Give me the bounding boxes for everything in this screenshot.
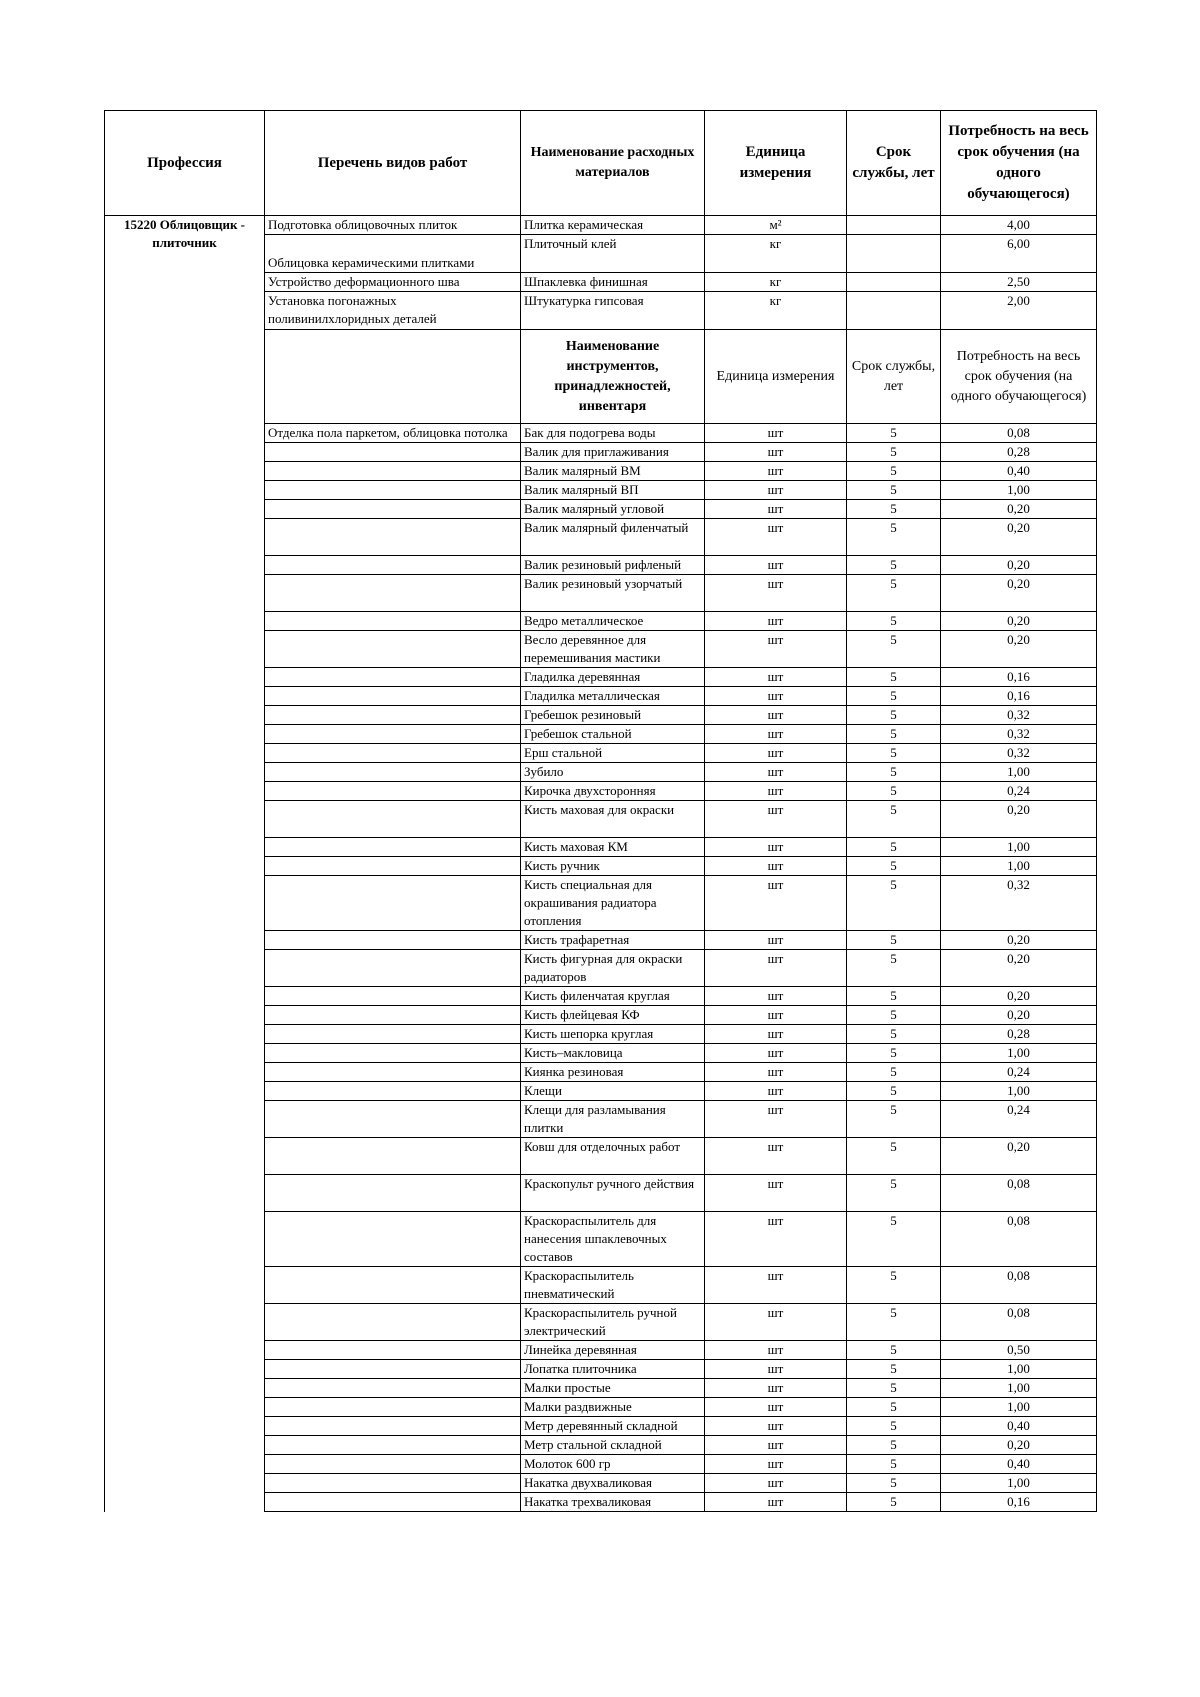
tool-life: 5 <box>847 931 941 950</box>
material-name: Плиточный клей <box>521 235 705 273</box>
tool-name: Клещи <box>521 1082 705 1101</box>
tool-unit: шт <box>705 575 847 612</box>
work-cell <box>265 1044 521 1063</box>
tool-unit: шт <box>705 876 847 931</box>
tool-qty: 0,08 <box>941 1175 1097 1212</box>
work-cell: Облицовка керамическими плитками <box>265 235 521 273</box>
tool-qty: 0,20 <box>941 519 1097 556</box>
tool-qty: 0,24 <box>941 1063 1097 1082</box>
material-name: Шпаклевка финишная <box>521 273 705 292</box>
tool-name: Клещи для разламывания плитки <box>521 1101 705 1138</box>
tool-unit: шт <box>705 1360 847 1379</box>
tool-unit: шт <box>705 1474 847 1493</box>
work-cell <box>265 1082 521 1101</box>
tool-unit: шт <box>705 1417 847 1436</box>
tool-name: Кисть трафаретная <box>521 931 705 950</box>
work-cell <box>265 1455 521 1474</box>
tool-unit: шт <box>705 1436 847 1455</box>
tool-unit: шт <box>705 1138 847 1175</box>
tool-name: Краскораспылитель ручной электрический <box>521 1304 705 1341</box>
tool-qty: 0,20 <box>941 1006 1097 1025</box>
tool-name: Кисть–макловица <box>521 1044 705 1063</box>
tool-unit: шт <box>705 1379 847 1398</box>
tool-unit: шт <box>705 443 847 462</box>
material-qty: 4,00 <box>941 216 1097 235</box>
work-cell <box>265 1063 521 1082</box>
work-cell <box>265 1025 521 1044</box>
tool-name: Кисть маховая КМ <box>521 838 705 857</box>
tool-name: Ковш для отделочных работ <box>521 1138 705 1175</box>
tool-name: Гладилка металлическая <box>521 687 705 706</box>
tool-qty: 0,20 <box>941 1138 1097 1175</box>
tool-unit: шт <box>705 1006 847 1025</box>
tool-qty: 0,20 <box>941 950 1097 987</box>
tool-unit: шт <box>705 1101 847 1138</box>
tool-life: 5 <box>847 519 941 556</box>
work-cell <box>265 443 521 462</box>
work-cell <box>265 612 521 631</box>
tool-life: 5 <box>847 1138 941 1175</box>
tool-life: 5 <box>847 725 941 744</box>
work-cell <box>265 950 521 987</box>
work-cell <box>265 575 521 612</box>
work-cell <box>265 1212 521 1267</box>
material-qty: 2,50 <box>941 273 1097 292</box>
tool-life: 5 <box>847 876 941 931</box>
material-name: Штукатурка гипсовая <box>521 292 705 330</box>
work-cell <box>265 631 521 668</box>
work-cell <box>265 876 521 931</box>
tool-unit: шт <box>705 801 847 838</box>
tool-life: 5 <box>847 1304 941 1341</box>
tool-life: 5 <box>847 838 941 857</box>
material-life <box>847 235 941 273</box>
tool-life: 5 <box>847 857 941 876</box>
tool-life: 5 <box>847 1044 941 1063</box>
tool-life: 5 <box>847 1063 941 1082</box>
tool-name: Валик малярный угловой <box>521 500 705 519</box>
tool-name: Киянка резиновая <box>521 1063 705 1082</box>
work-cell <box>265 801 521 838</box>
tools-header-works-empty <box>265 330 521 424</box>
tool-qty: 0,20 <box>941 631 1097 668</box>
tool-life: 5 <box>847 1379 941 1398</box>
material-life <box>847 216 941 235</box>
tool-life: 5 <box>847 1341 941 1360</box>
tool-unit: шт <box>705 556 847 575</box>
tool-qty: 0,28 <box>941 1025 1097 1044</box>
tool-qty: 0,32 <box>941 706 1097 725</box>
header-profession: Профессия <box>105 111 265 216</box>
tool-name: Валик резиновый узорчатый <box>521 575 705 612</box>
tool-life: 5 <box>847 987 941 1006</box>
tool-life: 5 <box>847 631 941 668</box>
tool-name: Кисть шепорка круглая <box>521 1025 705 1044</box>
tool-unit: шт <box>705 763 847 782</box>
tool-qty: 0,28 <box>941 443 1097 462</box>
tool-qty: 0,32 <box>941 744 1097 763</box>
tool-name: Кисть маховая для окраски <box>521 801 705 838</box>
tool-unit: шт <box>705 687 847 706</box>
material-life <box>847 292 941 330</box>
tool-unit: шт <box>705 744 847 763</box>
tool-unit: шт <box>705 668 847 687</box>
tool-name: Метр деревянный складной <box>521 1417 705 1436</box>
work-cell <box>265 1006 521 1025</box>
tool-name: Кисть филенчатая круглая <box>521 987 705 1006</box>
tool-unit: шт <box>705 725 847 744</box>
tool-unit: шт <box>705 1341 847 1360</box>
tool-qty: 1,00 <box>941 857 1097 876</box>
tool-life: 5 <box>847 687 941 706</box>
tool-life: 5 <box>847 443 941 462</box>
work-cell <box>265 1101 521 1138</box>
tool-life: 5 <box>847 801 941 838</box>
tool-qty: 1,00 <box>941 763 1097 782</box>
work-cell <box>265 1417 521 1436</box>
tool-unit: шт <box>705 631 847 668</box>
tool-qty: 0,20 <box>941 1436 1097 1455</box>
work-cell <box>265 481 521 500</box>
work-cell <box>265 838 521 857</box>
tool-life: 5 <box>847 1360 941 1379</box>
tool-unit: шт <box>705 1304 847 1341</box>
work-cell <box>265 1436 521 1455</box>
tool-name: Гребешок резиновый <box>521 706 705 725</box>
work-cell <box>265 931 521 950</box>
work-cell <box>265 500 521 519</box>
header-materials: Наименование расходных материалов <box>521 111 705 216</box>
tool-name: Весло деревянное для перемешивания мастики <box>521 631 705 668</box>
tool-qty: 0,16 <box>941 687 1097 706</box>
tool-life: 5 <box>847 1436 941 1455</box>
tool-life: 5 <box>847 1417 941 1436</box>
material-unit: кг <box>705 292 847 330</box>
work-cell <box>265 687 521 706</box>
table-header-row <box>105 111 1097 216</box>
tool-qty: 0,08 <box>941 1212 1097 1267</box>
material-name: Плитка керамическая <box>521 216 705 235</box>
material-unit: кг <box>705 235 847 273</box>
tool-name: Кисть ручник <box>521 857 705 876</box>
tool-name: Гладилка деревянная <box>521 668 705 687</box>
tool-qty: 0,20 <box>941 500 1097 519</box>
tools-header-need: Потребность на весь срок обучения (на одного обучающегося) <box>941 330 1097 424</box>
tool-name: Кисть фигурная для окраски радиаторов <box>521 950 705 987</box>
header-works: Перечень видов работ <box>265 111 521 216</box>
work-cell <box>265 1304 521 1341</box>
tool-unit: шт <box>705 1063 847 1082</box>
work-cell <box>265 782 521 801</box>
tool-qty: 1,00 <box>941 1398 1097 1417</box>
header-life: Срок службы, лет <box>847 111 941 216</box>
material-qty: 2,00 <box>941 292 1097 330</box>
tools-header-unit: Единица измерения <box>705 330 847 424</box>
tool-name: Краскопульт ручного действия <box>521 1175 705 1212</box>
tool-name: Валик малярный филенчатый <box>521 519 705 556</box>
tool-name: Кисть специальная для окрашивания радиатора отопления <box>521 876 705 931</box>
tool-name: Зубило <box>521 763 705 782</box>
tool-unit: шт <box>705 519 847 556</box>
tool-life: 5 <box>847 1025 941 1044</box>
tool-name: Линейка деревянная <box>521 1341 705 1360</box>
tool-unit: шт <box>705 1175 847 1212</box>
work-cell <box>265 744 521 763</box>
tool-life: 5 <box>847 1474 941 1493</box>
tool-life: 5 <box>847 424 941 443</box>
work-cell <box>265 987 521 1006</box>
work-cell: Устройство деформационного шва <box>265 273 521 292</box>
work-cell <box>265 1341 521 1360</box>
work-cell <box>265 1360 521 1379</box>
tool-name: Валик малярный ВМ <box>521 462 705 481</box>
material-unit: кг <box>705 273 847 292</box>
tool-unit: шт <box>705 612 847 631</box>
work-cell <box>265 462 521 481</box>
tool-qty: 1,00 <box>941 1044 1097 1063</box>
work-cell <box>265 1474 521 1493</box>
work-cell <box>265 1379 521 1398</box>
tool-life: 5 <box>847 744 941 763</box>
work-cell <box>265 1175 521 1212</box>
tool-name: Лопатка плиточника <box>521 1360 705 1379</box>
tool-qty: 0,50 <box>941 1341 1097 1360</box>
tool-life: 5 <box>847 763 941 782</box>
work-cell <box>265 725 521 744</box>
work-cell: Отделка пола паркетом, облицовка потолка <box>265 424 521 443</box>
tool-life: 5 <box>847 1493 941 1512</box>
tool-name: Валик для приглаживания <box>521 443 705 462</box>
tool-name: Кирочка двухсторонняя <box>521 782 705 801</box>
tool-unit: шт <box>705 1082 847 1101</box>
tool-name: Кисть флейцевая КФ <box>521 1006 705 1025</box>
tools-header-name: Наименование инструментов, принадлежностей, инвентаря <box>521 330 705 424</box>
tool-name: Метр стальной складной <box>521 1436 705 1455</box>
tool-life: 5 <box>847 668 941 687</box>
tool-name: Накатка двухваликовая <box>521 1474 705 1493</box>
tool-qty: 1,00 <box>941 1379 1097 1398</box>
tool-qty: 0,16 <box>941 1493 1097 1512</box>
tool-qty: 0,08 <box>941 1267 1097 1304</box>
profession-cell-continued <box>105 424 265 1512</box>
tool-qty: 1,00 <box>941 481 1097 500</box>
work-cell: Подготовка облицовочных плиток <box>265 216 521 235</box>
requirements-table <box>104 110 1097 1512</box>
material-unit: м² <box>705 216 847 235</box>
work-cell <box>265 668 521 687</box>
tool-life: 5 <box>847 612 941 631</box>
tool-name: Гребешок стальной <box>521 725 705 744</box>
tool-name: Краскораспылитель пневматический <box>521 1267 705 1304</box>
tool-qty: 0,16 <box>941 668 1097 687</box>
tool-qty: 0,20 <box>941 987 1097 1006</box>
tool-unit: шт <box>705 481 847 500</box>
work-cell <box>265 1398 521 1417</box>
work-cell <box>265 1138 521 1175</box>
tool-qty: 0,20 <box>941 556 1097 575</box>
tool-life: 5 <box>847 1175 941 1212</box>
tool-name: Ведро металлическое <box>521 612 705 631</box>
tool-qty: 1,00 <box>941 1082 1097 1101</box>
tool-life: 5 <box>847 1455 941 1474</box>
tool-life: 5 <box>847 1267 941 1304</box>
tool-unit: шт <box>705 931 847 950</box>
tool-unit: шт <box>705 838 847 857</box>
tool-unit: шт <box>705 857 847 876</box>
tool-unit: шт <box>705 462 847 481</box>
tool-qty: 0,40 <box>941 1455 1097 1474</box>
tool-name: Малки простые <box>521 1379 705 1398</box>
tool-qty: 0,20 <box>941 931 1097 950</box>
tool-qty: 0,20 <box>941 801 1097 838</box>
tool-unit: шт <box>705 1025 847 1044</box>
material-qty: 6,00 <box>941 235 1097 273</box>
tool-name: Валик малярный ВП <box>521 481 705 500</box>
tool-qty: 0,20 <box>941 612 1097 631</box>
tool-qty: 0,20 <box>941 575 1097 612</box>
tool-row <box>105 424 1097 443</box>
tool-name: Ерш стальной <box>521 744 705 763</box>
tool-unit: шт <box>705 782 847 801</box>
tool-unit: шт <box>705 1493 847 1512</box>
tool-qty: 1,00 <box>941 838 1097 857</box>
profession-cell: 15220 Облицовщик - плиточник <box>105 216 265 424</box>
work-cell <box>265 519 521 556</box>
tool-life: 5 <box>847 1006 941 1025</box>
work-cell: Установка погонажных поливинилхлоридных деталей <box>265 292 521 330</box>
tool-life: 5 <box>847 462 941 481</box>
tool-name: Валик резиновый рифленый <box>521 556 705 575</box>
tool-name: Краскораспылитель для нанесения шпаклевочных составов <box>521 1212 705 1267</box>
tool-unit: шт <box>705 1267 847 1304</box>
tool-qty: 0,32 <box>941 876 1097 931</box>
tool-qty: 0,40 <box>941 1417 1097 1436</box>
tool-unit: шт <box>705 1212 847 1267</box>
tool-unit: шт <box>705 987 847 1006</box>
tool-life: 5 <box>847 1101 941 1138</box>
work-cell <box>265 556 521 575</box>
work-cell <box>265 706 521 725</box>
tools-header-life: Срок службы, лет <box>847 330 941 424</box>
work-cell <box>265 763 521 782</box>
tool-qty: 0,24 <box>941 1101 1097 1138</box>
work-cell <box>265 857 521 876</box>
tool-unit: шт <box>705 1455 847 1474</box>
tool-name: Накатка трехваликовая <box>521 1493 705 1512</box>
document-page <box>104 110 1096 1512</box>
work-cell <box>265 1267 521 1304</box>
tool-life: 5 <box>847 500 941 519</box>
tool-life: 5 <box>847 950 941 987</box>
tool-qty: 0,40 <box>941 462 1097 481</box>
tool-unit: шт <box>705 1044 847 1063</box>
material-row <box>105 216 1097 235</box>
tool-name: Бак для подогрева воды <box>521 424 705 443</box>
tool-life: 5 <box>847 481 941 500</box>
header-unit: Единица измерения <box>705 111 847 216</box>
tool-unit: шт <box>705 950 847 987</box>
tool-life: 5 <box>847 1212 941 1267</box>
tool-life: 5 <box>847 556 941 575</box>
tool-life: 5 <box>847 782 941 801</box>
header-need: Потребность на весь срок обучения (на одного обучающегося) <box>941 111 1097 216</box>
tool-life: 5 <box>847 575 941 612</box>
work-cell <box>265 1493 521 1512</box>
tool-life: 5 <box>847 1082 941 1101</box>
tool-unit: шт <box>705 500 847 519</box>
tool-unit: шт <box>705 1398 847 1417</box>
material-life <box>847 273 941 292</box>
tool-unit: шт <box>705 706 847 725</box>
tool-life: 5 <box>847 1398 941 1417</box>
tool-name: Малки раздвижные <box>521 1398 705 1417</box>
tool-unit: шт <box>705 424 847 443</box>
tool-name: Молоток 600 гр <box>521 1455 705 1474</box>
tool-qty: 0,08 <box>941 1304 1097 1341</box>
tool-qty: 1,00 <box>941 1474 1097 1493</box>
tool-life: 5 <box>847 706 941 725</box>
tool-qty: 0,24 <box>941 782 1097 801</box>
tool-qty: 0,32 <box>941 725 1097 744</box>
tool-qty: 1,00 <box>941 1360 1097 1379</box>
tool-qty: 0,08 <box>941 424 1097 443</box>
table-body <box>105 216 1097 1512</box>
